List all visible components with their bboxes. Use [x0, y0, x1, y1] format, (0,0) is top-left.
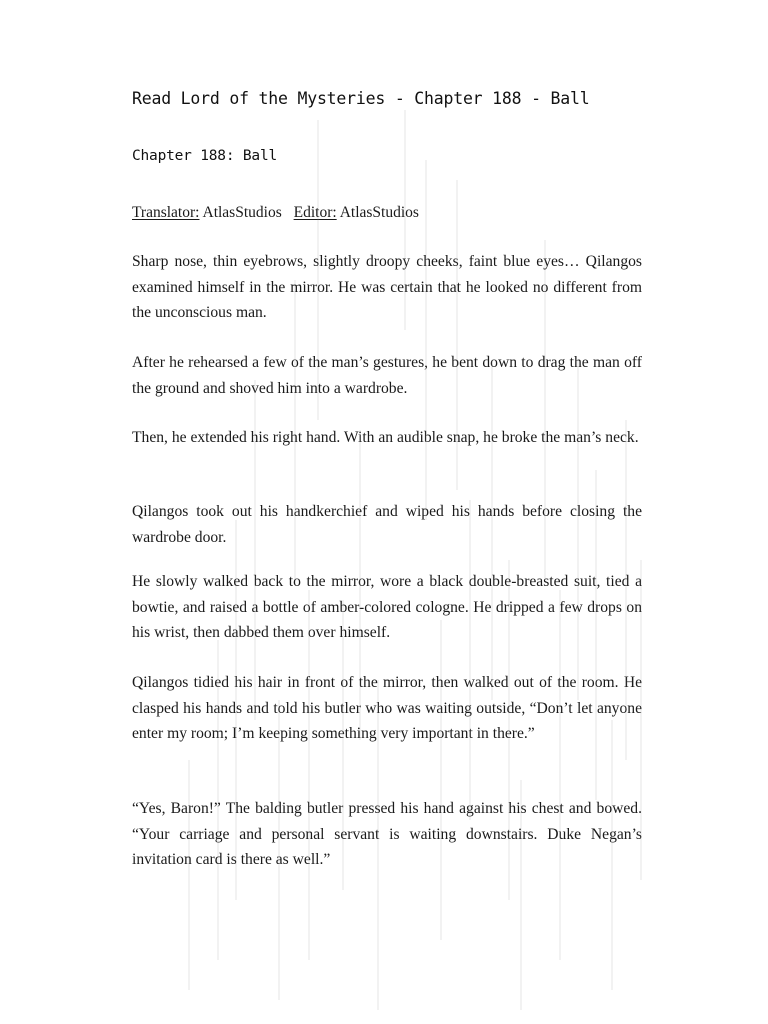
page-title: Read Lord of the Mysteries - Chapter 188 - Ball	[132, 89, 590, 108]
translator-name: AtlasStudios	[202, 204, 282, 221]
paragraph: Qilangos took out his handkerchief and wiped his hands before closing the wardrobe door.	[132, 503, 642, 546]
paragraph: Sharp nose, thin eyebrows, slightly droopy cheeks, faint blue eyes… Qilangos examined himself in the mirror. He was certain that he looked no different from the unconscious man.	[132, 253, 642, 321]
credits-line	[132, 204, 419, 222]
paragraph: Qilangos tidied his hair in front of the mirror, then walked out of the room. He clasped his hands and told his butler who was waiting outside, “Don’t let anyone enter my room; I’m keeping something very important in there.”	[132, 674, 642, 742]
paragraph: “Yes, Baron!” The balding butler pressed his hand against his chest and bowed. “Your carriage and personal servant is waiting downstairs. Duke Negan’s invitation card is there as well.”	[132, 800, 642, 868]
paragraph: He slowly walked back to the mirror, wore a black double-breasted suit, tied a bowtie, and raised a bottle of amber-colored cologne. He dripped a few drops on his wrist, then dabbed them over himself.	[132, 573, 642, 641]
editor-label: Editor:	[293, 204, 337, 221]
editor-name: AtlasStudios	[339, 204, 419, 221]
translator-label: Translator:	[132, 204, 200, 221]
paragraph: After he rehearsed a few of the man’s gestures, he bent down to drag the man off the ground and shoved him into a wardrobe.	[132, 354, 642, 397]
paragraph: Then, he extended his right hand. With an audible snap, he broke the man’s neck.	[132, 429, 639, 446]
chapter-heading: Chapter 188: Ball	[132, 148, 278, 164]
